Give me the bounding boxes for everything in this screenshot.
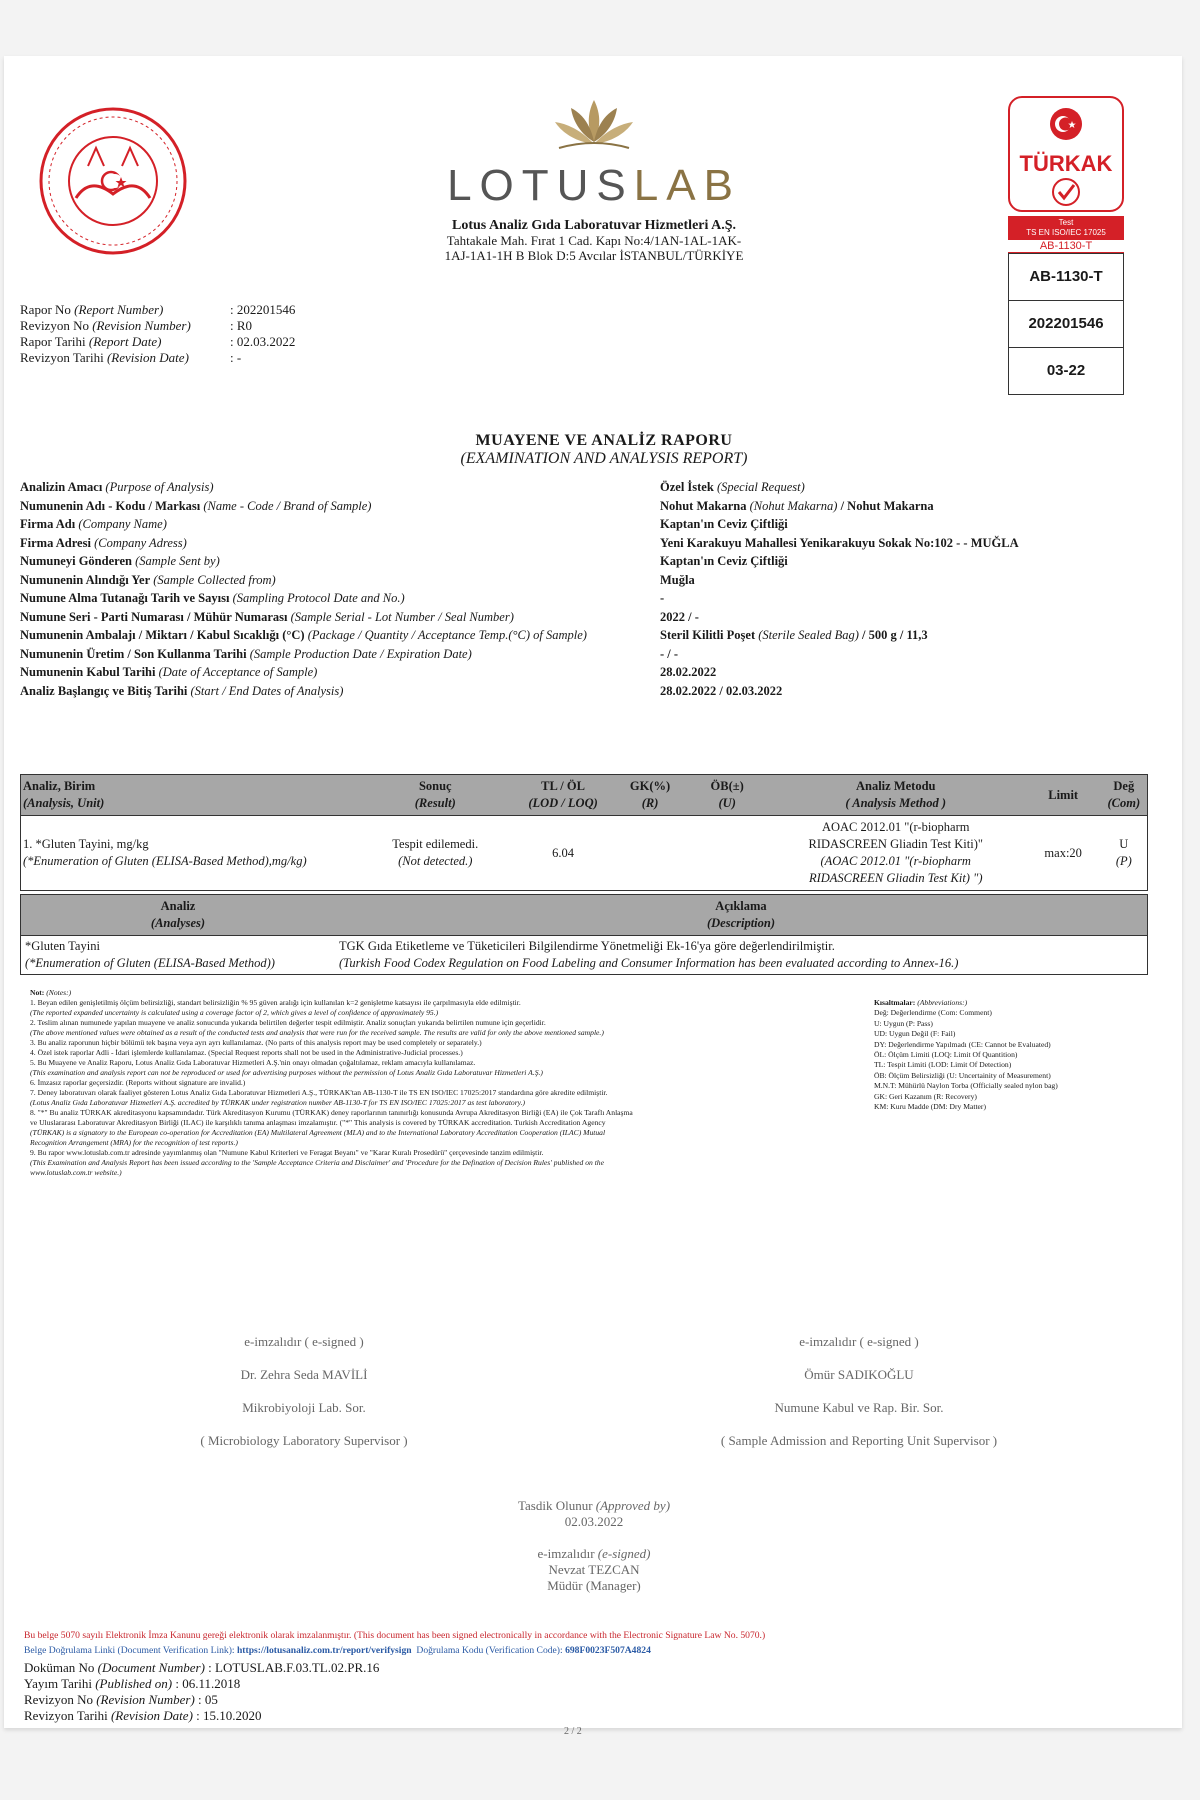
col-header: Analiz Metodu xyxy=(855,779,936,793)
info-label: Rapor Tarihi xyxy=(20,334,86,349)
approval-block xyxy=(424,1498,764,1594)
col-header: Analiz, Birim xyxy=(23,779,96,793)
signer-title-en: ( Microbiology Laboratory Supervisor ) xyxy=(200,1433,408,1448)
col-header-en: (R) xyxy=(641,796,659,810)
field-row xyxy=(20,647,1170,666)
doc-label-en: (Revision Date) xyxy=(110,1708,193,1723)
signature-left xyxy=(154,1334,454,1466)
uncertainty xyxy=(689,816,766,891)
doc-label-en: (Revision Number) xyxy=(96,1692,195,1707)
verification-line xyxy=(24,1645,1174,1656)
notes-title-en: (Notes:) xyxy=(46,988,72,997)
abbr-line: UD: Uygun Değil (F: Fail) xyxy=(874,1029,956,1039)
col-header: Açıklama xyxy=(715,899,767,913)
approval-esign: e-imzalıdır xyxy=(537,1546,595,1561)
abbreviations xyxy=(874,998,1174,1112)
approval-esign-en: (e-signed) xyxy=(597,1546,651,1561)
info-row xyxy=(20,334,295,350)
doc-row xyxy=(24,1708,379,1724)
document-info xyxy=(24,1660,379,1724)
field-label: Numunenin Adı - Kodu / Markası xyxy=(20,498,201,513)
field-row xyxy=(20,591,1170,610)
info-row xyxy=(20,318,295,334)
info-label: Revizyon No xyxy=(20,318,89,333)
note-line: 2. Teslim alınan numunede yapılan muayene ve analiz sonucunda yukarıda belirtilen değerler tespit edilmiştir. Analiz sonuçları yukarıda belirtilen numune için geçerlidir. xyxy=(30,1018,546,1027)
col-header: Değ xyxy=(1113,779,1135,793)
verify-label: Belge Doğrulama Linki (Document Verification Link): xyxy=(24,1645,235,1656)
info-label-en: (Report Date) xyxy=(88,334,162,349)
field-value: 28.02.2022 xyxy=(660,665,717,679)
notes-title: Not: xyxy=(30,988,45,997)
doc-value: : 06.11.2018 xyxy=(175,1676,241,1691)
doc-value: : LOTUSLAB.F.03.TL.02.PR.16 xyxy=(208,1660,380,1675)
doc-label: Revizyon Tarihi xyxy=(24,1708,108,1723)
approval-label-en: (Approved by) xyxy=(595,1498,671,1513)
abbr-line: ÖB: Ölçüm Belirsizliği (U: Uncertainity of Measurement) xyxy=(874,1070,1051,1080)
field-value: Kaptan'ın Ceviz Çiftliği xyxy=(660,554,788,568)
info-label: Revizyon Tarihi xyxy=(20,350,104,365)
signature-right xyxy=(694,1334,1024,1466)
field-label: Numuneyi Gönderen xyxy=(20,554,132,568)
field-row xyxy=(20,665,1170,684)
report-title xyxy=(304,432,904,468)
result: Tespit edilemedi. xyxy=(392,837,479,851)
field-value: 2022 / - xyxy=(660,609,699,624)
esign-label: e-imzalıdır ( e-signed ) xyxy=(799,1334,919,1349)
doc-value: : 05 xyxy=(198,1692,218,1707)
field-row xyxy=(20,480,1170,499)
note-line: www.lotuslab.com.tr website.) xyxy=(30,1168,122,1177)
notes xyxy=(30,988,860,1178)
field-value-en: (Nohut Makarna) xyxy=(749,498,838,513)
table-row xyxy=(21,936,1148,975)
field-value: 28.02.2022 / 02.03.2022 xyxy=(660,683,783,698)
field-label-en: (Start / End Dates of Analysis) xyxy=(190,683,344,698)
field-value: Kaptan'ın Ceviz Çiftliği xyxy=(660,517,788,531)
info-label-en: (Revision Number) xyxy=(92,318,191,333)
field-label-en: (Purpose of Analysis) xyxy=(105,480,214,494)
note-line: 9. Bu rapor www.lotuslab.com.tr adresinde yayımlanmış olan "Numune Kabul Kriterleri ve Feragat Beyanı" ve "Karar Kuralı Prosedürü" çerçevesinde tanzim edilmiştir. xyxy=(30,1148,544,1157)
col-header: Sonuç xyxy=(418,779,452,793)
address-line-1: Tahtakale Mah. Fırat 1 Cad. Kapı No:4/1AN-1AL-1AK- xyxy=(446,233,742,248)
signer-name: Dr. Zehra Seda MAVİLİ xyxy=(240,1367,368,1382)
ministry-seal-icon xyxy=(38,106,188,256)
doc-row xyxy=(24,1660,379,1676)
method: AOAC 2012.01 "(r-biopharm xyxy=(821,820,970,834)
field-label-en: (Sample Sent by) xyxy=(135,554,220,568)
result-en: (Not detected.) xyxy=(398,854,473,868)
note-line: Recognition Arrangement (MRA) for the recognition of test reports.) xyxy=(30,1138,238,1147)
field-value: Özel İstek xyxy=(660,480,714,494)
col-header: Limit xyxy=(1048,787,1079,802)
col-header-en: (Description) xyxy=(706,916,776,930)
note-line: 8. "*" Bu analiz TÜRKAK akreditasyonu kapsamındadır. Türk Akreditasyon Kurumu (TÜRKAK) deney raporlarının tanınırlığı konusunda Avrupa Akreditasyon Birliği (EA) ile Çok Taraflı Anlaşma xyxy=(30,1108,633,1117)
comment-en: (P) xyxy=(1115,854,1132,868)
info-label: Rapor No xyxy=(20,302,71,317)
abbr-line: KM: Kuru Madde (DM: Dry Matter) xyxy=(874,1102,986,1112)
field-label: Firma Adresi xyxy=(20,535,91,550)
field-row xyxy=(20,573,1170,592)
check-icon xyxy=(1049,177,1083,207)
logo-name: LOTUS xyxy=(447,161,634,210)
info-value: : 202201546 xyxy=(230,302,296,317)
table-row xyxy=(21,816,1148,891)
field-label: Numune Seri - Parti Numarası / Mühür Numarası xyxy=(20,609,288,624)
lotuslab-logo xyxy=(424,96,764,211)
field-value: - xyxy=(660,591,665,605)
field-label: Analiz Başlangıç ve Bitiş Tarihi xyxy=(20,683,188,698)
col-header: GK(%) xyxy=(629,779,671,793)
approval-date: 02.03.2022 xyxy=(564,1514,624,1529)
abbr-title-en: (Abbreviations:) xyxy=(917,998,968,1007)
desc-analysis: *Gluten Tayini xyxy=(25,939,100,953)
note-line: (Lotus Analiz Gıda Laboratuvar Hizmetleri A.Ş. accredited by TÜRKAK under registration number AB-1130-T for TS EN ISO/IEC 17025:2017 as test laboratory.) xyxy=(30,1098,526,1107)
analysis-table xyxy=(20,774,1148,891)
page-number: 2 / 2 xyxy=(564,1726,582,1737)
signer-title-en: ( Sample Admission and Reporting Unit Supervisor ) xyxy=(720,1433,998,1448)
field-label-en: (Name - Code / Brand of Sample) xyxy=(203,498,372,513)
col-header-en: (U) xyxy=(718,796,736,810)
analysis-name: 1. *Gluten Tayini, mg/kg xyxy=(23,837,149,851)
note-line: (TÜRKAK) is a signatory to the European co-operation for Accreditation (EA) Multilateral Agreement (MLA) and to the International Laboratory Accreditation Cooperation (ILAC) Mutual xyxy=(30,1128,606,1137)
info-value: : 02.03.2022 xyxy=(230,334,296,349)
field-label-en: (Sample Collected from) xyxy=(153,572,276,587)
note-line: 5. Bu Muayene ve Analiz Raporu, Lotus Analiz Gıda Laboratuvar Hizmetleri A.Ş.'nin onayı olmadan çoğaltılamaz, reklam amacıyla kullanılamaz. xyxy=(30,1058,476,1067)
abbr-line: TL: Tespit Limiti (LOD: Limit Of Detection) xyxy=(874,1060,1012,1070)
verify-link[interactable]: https://lotusanaliz.com.tr/report/verifysign xyxy=(236,1645,412,1656)
note-line: 4. Özel istek raporlar Adli - İdari işlemlerde kullanılamaz. (Special Request reports shall not be used in the Administrative-Judicial processes.) xyxy=(30,1048,463,1057)
note-line: 7. Deney laboratuvarı olarak faaliyet gösteren Lotus Analiz Gıda Laboratuvar Hizmetleri A.Ş., TÜRKAK'tan AB-1130-T ile TS EN ISO/IEC 17025:2017 standardına göre akredite edilmiştir. xyxy=(30,1088,608,1097)
turkak-standard-bar xyxy=(1008,216,1124,240)
turkak-code: AB-1130-T xyxy=(1008,240,1124,253)
signer-name: Ömür SADIKOĞLU xyxy=(804,1367,914,1382)
abbr-line: M.N.T: Mühürlü Naylon Torba (Officially sealed nylon bag) xyxy=(874,1081,1058,1091)
field-row xyxy=(20,684,1170,703)
field-value-tail: / 500 g / 11,3 xyxy=(862,628,928,642)
signer-title: Numune Kabul ve Rap. Bir. Sor. xyxy=(774,1400,944,1415)
col-header: ÖB(±) xyxy=(710,779,744,793)
method-en: RIDASCREEN Gliadin Test Kit) ") xyxy=(808,871,983,885)
doc-row xyxy=(24,1676,379,1692)
field-label: Numune Alma Tutanağı Tarih ve Sayısı xyxy=(20,591,230,605)
analysis-name-en: (*Enumeration of Gluten (ELISA-Based Method),mg/kg) xyxy=(23,854,307,868)
note-line: 3. Bu analiz raporunun hiçbir bölümü tek başına veya ayrı ayrı kullanılamaz. (No parts of this analysis report may be used completely or separately.) xyxy=(30,1038,482,1047)
info-value: : - xyxy=(230,350,242,365)
col-header-en: (Analysis, Unit) xyxy=(23,796,105,810)
field-value: Nohut Makarna xyxy=(660,498,747,513)
field-row xyxy=(20,517,1170,536)
recovery xyxy=(612,816,689,891)
box-report-number: 202201546 xyxy=(1008,301,1124,348)
doc-label: Doküman No xyxy=(24,1660,95,1675)
field-label-en: (Sample Serial - Lot Number / Seal Number) xyxy=(290,609,514,624)
field-row xyxy=(20,628,1170,647)
field-value: Steril Kilitli Poşet xyxy=(660,628,756,642)
description-table-header xyxy=(21,895,1148,936)
doc-label: Yayım Tarihi xyxy=(24,1676,92,1691)
col-header: TL / ÖL xyxy=(541,779,585,793)
doc-label-en: (Published on) xyxy=(95,1676,173,1691)
field-value-en: (Special Request) xyxy=(716,480,805,494)
turkish-flag-icon xyxy=(1046,104,1086,144)
note-line: (This Examination and Analysis Report has been issued according to the 'Sample Acceptance Criteria and Disclaimer' and 'Procedure for the Defination of Decision Rules' published on the xyxy=(30,1158,604,1167)
field-row xyxy=(20,554,1170,573)
field-label-en: (Sample Production Date / Expiration Date) xyxy=(249,646,472,661)
doc-label-en: (Document Number) xyxy=(97,1660,205,1675)
limit: max:20 xyxy=(1044,845,1082,860)
info-label-en: (Revision Date) xyxy=(106,350,189,365)
title-en: (EXAMINATION AND ANALYSIS REPORT) xyxy=(460,450,748,467)
col-header-en: (LOD / LOQ) xyxy=(528,796,598,810)
col-header: Analiz xyxy=(160,899,196,913)
info-row xyxy=(20,350,295,366)
field-label-en: (Sampling Protocol Date and No.) xyxy=(232,591,405,605)
doc-label: Revizyon No xyxy=(24,1692,93,1707)
note-line: 1. Beyan edilen genişletilmiş ölçüm belirsizliği, standart belirsizliğin % 95 güven aralığı için kullanılan k=2 genişletme katsayısı ile çarpılmasıyla elde edilmiştir. xyxy=(30,998,521,1007)
abbr-line: GK: Geri Kazanım (R: Recovery) xyxy=(874,1091,977,1101)
report-page xyxy=(4,56,1182,1737)
field-label: Firma Adı xyxy=(20,517,76,531)
description-en: (Turkish Food Codex Regulation on Food Labeling and Consumer Information has been evaluated according to Annex-16.) xyxy=(339,956,959,970)
field-label-en: (Company Adress) xyxy=(94,535,187,550)
box-date: 03-22 xyxy=(1008,348,1124,395)
lod-loq: 6.04 xyxy=(552,845,574,860)
address-line-2: 1AJ-1A1-1H B Blok D:5 Avcılar İSTANBUL/TÜRKİYE xyxy=(444,248,744,263)
field-value: Yeni Karakuyu Mahallesi Yenikarakuyu Sokak No:102 - - MUĞLA xyxy=(660,535,1019,550)
method-en: (AOAC 2012.01 "(r-biopharm xyxy=(820,854,971,868)
field-value: Muğla xyxy=(660,572,695,587)
logo-name-lab: LAB xyxy=(633,161,741,210)
field-label: Analizin Amacı xyxy=(20,480,103,494)
field-label-en: (Company Name) xyxy=(78,517,167,531)
field-label: Numunenin Kabul Tarihi xyxy=(20,665,156,679)
comment: U xyxy=(1119,837,1129,851)
esign-label: e-imzalıdır ( e-signed ) xyxy=(244,1334,364,1349)
field-label: Numunenin Ambalajı / Miktarı / Kabul Sıcaklığı (°C) xyxy=(20,628,305,642)
note-line: (The above mentioned values were obtained as a result of the conducted tests and analysis that were run for the received sample. The results are valid for only the above mentioned sample.) xyxy=(30,1028,604,1037)
approver-name: Nevzat TEZCAN xyxy=(548,1562,640,1577)
abbr-line: DY: Değerlendirme Yapılmadı (CE: Cannot be Evaluated) xyxy=(874,1039,1051,1049)
note-line: ve Uluslararası Laboratuvar Akreditasyon Birliği (ILAC) ile karşılıklı tanıma anlaşması imzalamıştır. ("*" This analysis is covered by TÜRKAK accreditation. Turkish Accreditation Agency xyxy=(30,1118,606,1127)
turkak-standard: TS EN ISO/IEC 17025 xyxy=(1026,228,1106,237)
field-row xyxy=(20,610,1170,629)
method: RIDASCREEN Gliadin Test Kiti)" xyxy=(808,837,983,851)
abbr-line: Değ: Değerlendirme (Com: Comment) xyxy=(874,1008,992,1018)
note-line: 6. İmzasız raporlar geçersizdir. (Reports without signature are invalid.) xyxy=(30,1078,246,1087)
report-info xyxy=(20,302,295,366)
field-label: Numunenin Alındığı Yer xyxy=(20,572,151,587)
field-label: Numunenin Üretim / Son Kullanma Tarihi xyxy=(20,646,247,661)
e-signature-notice: Bu belge 5070 sayılı Elektronik İmza Kanunu gereği elektronik olarak imzalanmıştır. (This document has been signed electronically in accordance with the Electronic Signature Law No. 5070.) xyxy=(24,1630,766,1641)
field-value: - / - xyxy=(660,646,679,661)
analysis-table-header xyxy=(21,775,1148,816)
desc-analysis-en: (*Enumeration of Gluten (ELISA-Based Method)) xyxy=(25,956,275,970)
approver-title: Müdür (Manager) xyxy=(547,1578,641,1593)
verify-code: 698F0023F507A4824 xyxy=(565,1645,651,1656)
lotus-flower-icon xyxy=(549,96,639,152)
note-line: (The reported expanded uncertainty is calculated using a coverage factor of 2, which gives a level of confidence of approximately 95.) xyxy=(30,1008,439,1017)
info-label-en: (Report Number) xyxy=(74,302,164,317)
title-tr: MUAYENE VE ANALİZ RAPORU xyxy=(475,432,733,449)
field-label-en: (Date of Acceptance of Sample) xyxy=(158,665,318,679)
col-header-en: ( Analysis Method ) xyxy=(845,796,947,810)
turkak-text: TÜRKAK xyxy=(1019,151,1113,176)
company-name: Lotus Analiz Gıda Laboratuvar Hizmetleri A.Ş. xyxy=(451,218,737,233)
field-label-en: (Package / Quantity / Acceptance Temp.(°C) of Sample) xyxy=(307,628,587,642)
verify-code-label: Doğrulama Kodu (Verification Code): xyxy=(416,1645,563,1656)
company-address xyxy=(414,218,774,263)
info-value: : R0 xyxy=(230,318,253,333)
signer-title: Mikrobiyoloji Lab. Sor. xyxy=(242,1400,366,1415)
turkak-accreditation xyxy=(1008,96,1124,395)
doc-value: : 15.10.2020 xyxy=(196,1708,262,1723)
abbr-title: Kısaltmalar: xyxy=(874,998,916,1007)
field-value-tail: / Nohut Makarna xyxy=(840,498,934,513)
box-accreditation-code: AB-1130-T xyxy=(1008,253,1124,301)
turkak-test-label: Test xyxy=(1058,218,1074,227)
field-row xyxy=(20,499,1170,518)
sample-fields xyxy=(20,480,1170,702)
abbr-line: ÖL: Ölçüm Limiti (LOQ: Limit Of Quantition) xyxy=(874,1050,1018,1060)
description: TGK Gıda Etiketleme ve Tüketicileri Bilgilendirme Yönetmeliği Ek-16'ya göre değerlendirilmiştir. xyxy=(339,939,835,953)
doc-row xyxy=(24,1692,379,1708)
info-row xyxy=(20,302,295,318)
field-value-en: (Sterile Sealed Bag) xyxy=(758,628,859,642)
col-header-en: (Com) xyxy=(1107,796,1141,810)
field-row xyxy=(20,536,1170,555)
abbr-line: U: Uygun (P: Pass) xyxy=(874,1018,933,1028)
note-line: (This examination and analysis report can not be reproduced or used for advertising purposes without the permission of Lotus Analiz Gıda Laboratuvar Hizmetleri A.Ş.) xyxy=(30,1068,543,1077)
turkak-logo xyxy=(1008,96,1124,212)
approval-label: Tasdik Olunur xyxy=(517,1498,593,1513)
col-header-en: (Result) xyxy=(414,796,456,810)
description-table xyxy=(20,894,1148,975)
col-header-en: (Analyses) xyxy=(150,916,206,930)
